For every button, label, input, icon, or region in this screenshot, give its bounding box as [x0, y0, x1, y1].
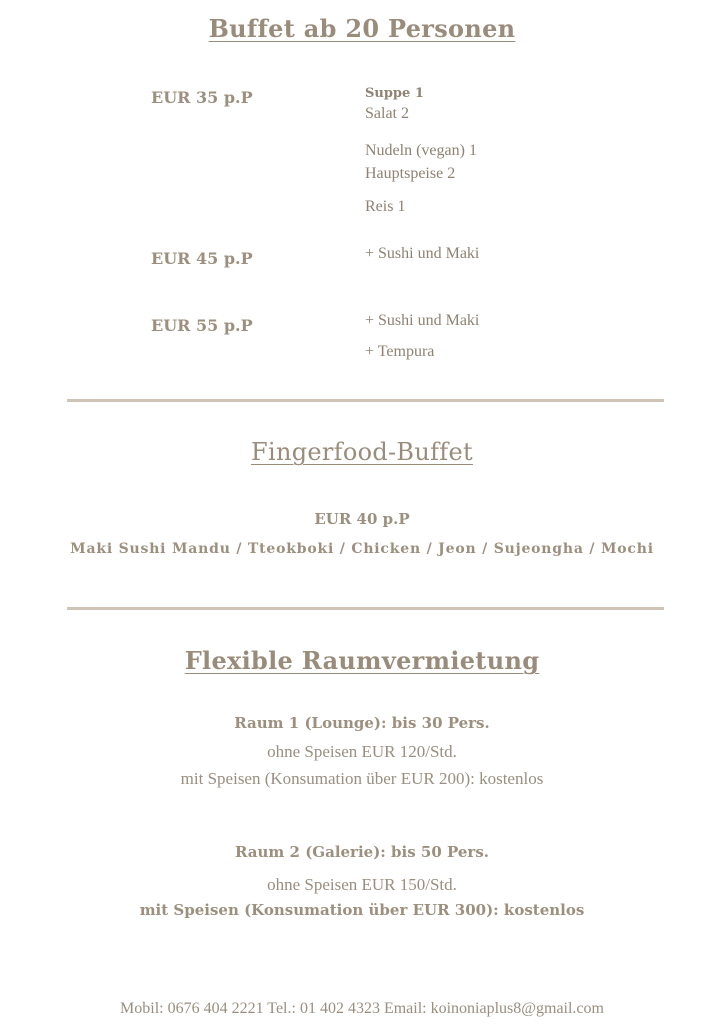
room-2-with-food: mit Speisen (Konsumation über EUR 300): kostenlos	[139, 901, 585, 919]
footer-contact: Mobil: 0676 404 2221 Tel.: 01 402 4323 Email: koinoniaplus8@gmail.com	[120, 1000, 604, 1017]
tier-1-item-suppe: Suppe 1	[365, 86, 424, 101]
tier-1-item-reis: Reis 1	[365, 198, 406, 215]
tier-3-price: EUR 55 p.P	[151, 316, 253, 335]
tier-1-price: EUR 35 p.P	[151, 88, 253, 107]
buffet-title: Buffet ab 20 Personen	[208, 14, 516, 43]
room-1-name: Raum 1 (Lounge): bis 30 Pers.	[234, 714, 490, 732]
room-1-without-food: ohne Speisen EUR 120/Std.	[267, 742, 457, 761]
tier-1-item-hauptspeise: Hauptspeise 2	[365, 165, 456, 182]
room-2-without-food: ohne Speisen EUR 150/Std.	[267, 875, 457, 894]
tier-1-item-nudeln: Nudeln (vegan) 1	[365, 142, 477, 159]
fingerfood-price: EUR 40 p.P	[314, 510, 410, 528]
tier-1-item-salat: Salat 2	[365, 105, 409, 122]
divider-2	[67, 607, 664, 610]
rooms-title: Flexible Raumvermietung	[184, 646, 540, 675]
room-2-name: Raum 2 (Galerie): bis 50 Pers.	[235, 843, 489, 861]
divider-1	[67, 399, 664, 402]
tier-2-price: EUR 45 p.P	[151, 249, 253, 268]
tier-2-item-sushi: + Sushi und Maki	[365, 245, 480, 262]
room-1-with-food: mit Speisen (Konsumation über EUR 200): kostenlos	[180, 769, 544, 788]
tier-3-item-tempura: + Tempura	[365, 343, 435, 360]
tier-3-item-sushi: + Sushi und Maki	[365, 312, 480, 329]
fingerfood-items: Maki Sushi Mandu / Tteokboki / Chicken / Jeon / Sujeongha / Mochi	[70, 541, 654, 557]
fingerfood-title: Fingerfood-Buffet	[251, 438, 473, 466]
